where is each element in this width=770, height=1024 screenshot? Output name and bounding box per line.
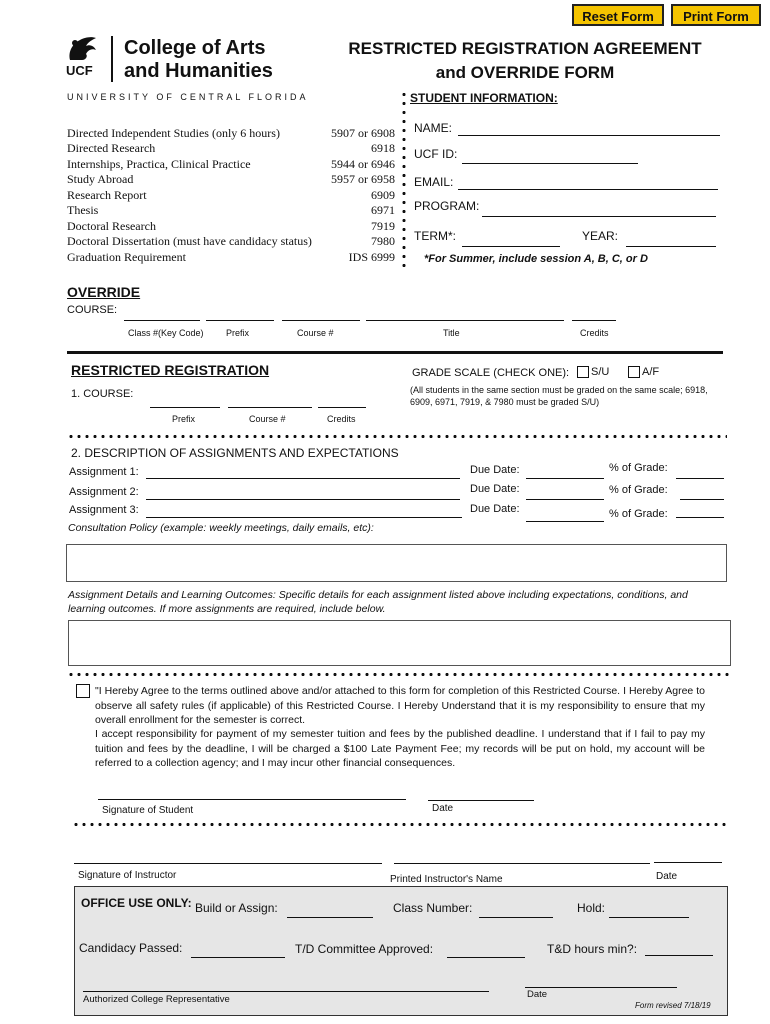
- list-item: Directed Independent Studies (only 6 hours) 5907 or 6908: [67, 126, 395, 140]
- student-date-label: Date: [432, 803, 454, 814]
- college-name-line2: and Humanities: [124, 60, 273, 82]
- form-title-line1: RESTRICTED REGISTRATION AGREEMENT: [348, 39, 702, 58]
- dotted-divider: [72, 822, 730, 827]
- list-item: Internships, Practica, Clinical Practice 5944 or 6946: [67, 157, 395, 171]
- agreement-text-2: I accept responsibility for payment of my semester tuition and fees by the published deadline. I understand that if I fail to pay my tuition and fees by the deadline, I will be charged a $100 Late Payment Fee; my records will be put on hold, my account will be referred to a collection agency; and I may incur other financial consequences.: [95, 728, 705, 769]
- program-field[interactable]: [482, 202, 716, 217]
- assignment-3-pct-field[interactable]: [676, 503, 724, 518]
- td-committee-field[interactable]: [447, 943, 525, 958]
- office-use-heading: OFFICE USE ONLY:: [81, 896, 192, 910]
- authorized-rep-label: Authorized College Representative: [83, 994, 230, 1005]
- build-assign-label: Build or Assign:: [195, 901, 278, 915]
- description-heading: 2. DESCRIPTION OF ASSIGNMENTS AND EXPECTATIONS: [71, 446, 399, 460]
- pct-grade-label: % of Grade:: [609, 484, 668, 496]
- override-heading: OVERRIDE: [67, 284, 141, 300]
- list-item: Doctoral Research 7919: [67, 219, 395, 233]
- restricted-prefix-field[interactable]: [150, 393, 220, 408]
- consultation-policy-label: Consultation Policy (example: weekly meetings, daily emails, etc):: [68, 522, 374, 534]
- name-field[interactable]: [458, 121, 720, 136]
- instructor-date-field[interactable]: [654, 848, 722, 863]
- office-date-field[interactable]: [525, 973, 677, 988]
- year-label: YEAR:: [582, 229, 619, 243]
- override-col-title: Title: [443, 328, 460, 338]
- assignment-1-label: Assignment 1:: [69, 466, 139, 478]
- restricted-course-number-field[interactable]: [228, 393, 312, 408]
- override-class-number-field[interactable]: [124, 306, 200, 321]
- candidacy-passed-field[interactable]: [191, 943, 285, 958]
- assignment-2-pct-field[interactable]: [680, 485, 724, 500]
- term-note: *For Summer, include session A, B, C, or D: [424, 253, 648, 265]
- restricted-registration-heading: RESTRICTED REGISTRATION: [71, 362, 270, 378]
- class-number-field[interactable]: [479, 903, 553, 918]
- list-item: Doctoral Dissertation (must have candidacy status) 7980: [67, 234, 395, 248]
- section-divider: [67, 351, 723, 354]
- printed-instructor-name-field[interactable]: [394, 849, 650, 864]
- af-label: A/F: [642, 366, 660, 378]
- agreement-text-1: "I Hereby Agree to the terms outlined above and/or attached to this form for completion of this Restricted Course. I Hereby Agree to observe all safety rules (if applicable) of this Restricted Course. I Hereby Understand that it is my responsibility to ensure that my overall enrollment for the semester is correct.: [95, 685, 705, 726]
- list-item: Graduation Requirement IDS 6999: [67, 250, 395, 264]
- assignment-2-label: Assignment 2:: [69, 486, 139, 498]
- printed-instructor-name-label: Printed Instructor's Name: [390, 874, 503, 885]
- assignment-3-due-field[interactable]: [526, 507, 604, 522]
- restricted-col-credits: Credits: [327, 414, 356, 424]
- term-field[interactable]: [462, 232, 560, 247]
- td-hours-field[interactable]: [645, 941, 713, 956]
- su-label: S/U: [591, 366, 610, 378]
- restricted-credits-field[interactable]: [318, 393, 366, 408]
- term-label: TERM*:: [414, 229, 456, 243]
- grade-scale-note: (All students in the same section must be graded on the same scale; 6918, 6909, 6971, 7919, & 7980 must be graded S/U): [410, 385, 708, 407]
- university-name: UNIVERSITY OF CENTRAL FLORIDA: [67, 92, 309, 102]
- ucf-abbr: UCF: [66, 63, 93, 78]
- reset-form-button[interactable]: Reset Form: [572, 4, 664, 26]
- override-col-course: Course #: [297, 328, 334, 338]
- assignment-details-textarea[interactable]: [68, 620, 731, 666]
- override-col-credits: Credits: [580, 328, 609, 338]
- logo-divider: [111, 36, 113, 82]
- email-label: EMAIL:: [414, 175, 454, 189]
- print-form-button[interactable]: Print Form: [671, 4, 761, 26]
- restricted-col-prefix: Prefix: [172, 414, 196, 424]
- office-date-label: Date: [527, 989, 548, 1000]
- email-field[interactable]: [458, 175, 718, 190]
- build-assign-field[interactable]: [287, 903, 373, 918]
- ucf-pegasus-icon: [66, 34, 100, 62]
- due-date-label: Due Date:: [470, 464, 520, 476]
- assignment-2-due-field[interactable]: [526, 485, 604, 500]
- assignment-1-pct-field[interactable]: [676, 464, 724, 479]
- override-credits-field[interactable]: [572, 306, 616, 321]
- grade-scale-label: GRADE SCALE (CHECK ONE):: [412, 367, 570, 379]
- override-prefix-field[interactable]: [206, 306, 274, 321]
- restricted-col-course: Course #: [249, 414, 286, 424]
- dotted-divider: [67, 672, 729, 677]
- instructor-signature-label: Signature of Instructor: [78, 870, 177, 881]
- form-revised-note: Form revised 7/18/19: [635, 1001, 711, 1010]
- dotted-divider-vertical: [402, 90, 406, 270]
- assignment-1-due-field[interactable]: [526, 464, 604, 479]
- list-item: Research Report 6909: [67, 188, 395, 202]
- pct-grade-label: % of Grade:: [609, 508, 668, 520]
- student-info-heading: STUDENT INFORMATION:: [410, 91, 558, 105]
- class-number-label: Class Number:: [393, 901, 473, 915]
- agreement-checkbox[interactable]: [76, 684, 90, 698]
- student-signature-field[interactable]: [98, 785, 406, 800]
- year-field[interactable]: [626, 232, 716, 247]
- assignment-details-label: Assignment Details and Learning Outcomes: Specific details for each assignment listed above including expectations, conditions, and learning outcomes. If more assignments are required, include below.: [68, 589, 688, 615]
- office-use-only-box: [74, 886, 728, 1016]
- assignment-3-field[interactable]: [146, 503, 462, 518]
- list-item: Study Abroad 5957 or 6958: [67, 172, 395, 186]
- consultation-policy-textarea[interactable]: [66, 544, 727, 582]
- pct-grade-label: % of Grade:: [609, 462, 668, 474]
- override-title-field[interactable]: [366, 306, 564, 321]
- due-date-label: Due Date:: [470, 483, 520, 495]
- list-item: Thesis 6971: [67, 203, 395, 217]
- candidacy-passed-label: Candidacy Passed:: [79, 941, 183, 955]
- assignment-2-field[interactable]: [146, 485, 460, 500]
- authorized-rep-field[interactable]: [83, 977, 489, 992]
- hold-label: Hold:: [577, 901, 606, 915]
- restricted-course-label: 1. COURSE:: [71, 388, 134, 400]
- name-label: NAME:: [414, 121, 453, 135]
- ucfid-field[interactable]: [462, 149, 638, 164]
- assignment-1-field[interactable]: [146, 464, 460, 479]
- student-signature-label: Signature of Student: [102, 805, 194, 816]
- form-title-line2: and OVERRIDE FORM: [435, 63, 615, 82]
- hold-field[interactable]: [609, 903, 689, 918]
- td-hours-label: T&D hours min?:: [547, 942, 638, 956]
- af-checkbox[interactable]: [628, 366, 640, 378]
- list-item: Directed Research 6918: [67, 141, 395, 155]
- assignment-3-label: Assignment 3:: [69, 504, 139, 516]
- override-course-label: COURSE:: [67, 304, 118, 316]
- instructor-date-label: Date: [656, 871, 678, 882]
- dotted-divider: [67, 434, 727, 439]
- override-col-prefix: Prefix: [226, 328, 250, 338]
- td-committee-label: T/D Committee Approved:: [295, 942, 434, 956]
- ucfid-label: UCF ID:: [414, 147, 458, 161]
- college-name-line1: College of Arts: [124, 37, 266, 59]
- override-col-class: Class #(Key Code): [128, 328, 204, 338]
- override-course-number-field[interactable]: [282, 306, 360, 321]
- instructor-signature-field[interactable]: [74, 849, 382, 864]
- program-label: PROGRAM:: [414, 199, 480, 213]
- due-date-label: Due Date:: [470, 503, 520, 515]
- su-checkbox[interactable]: [577, 366, 589, 378]
- student-date-field[interactable]: [428, 786, 534, 801]
